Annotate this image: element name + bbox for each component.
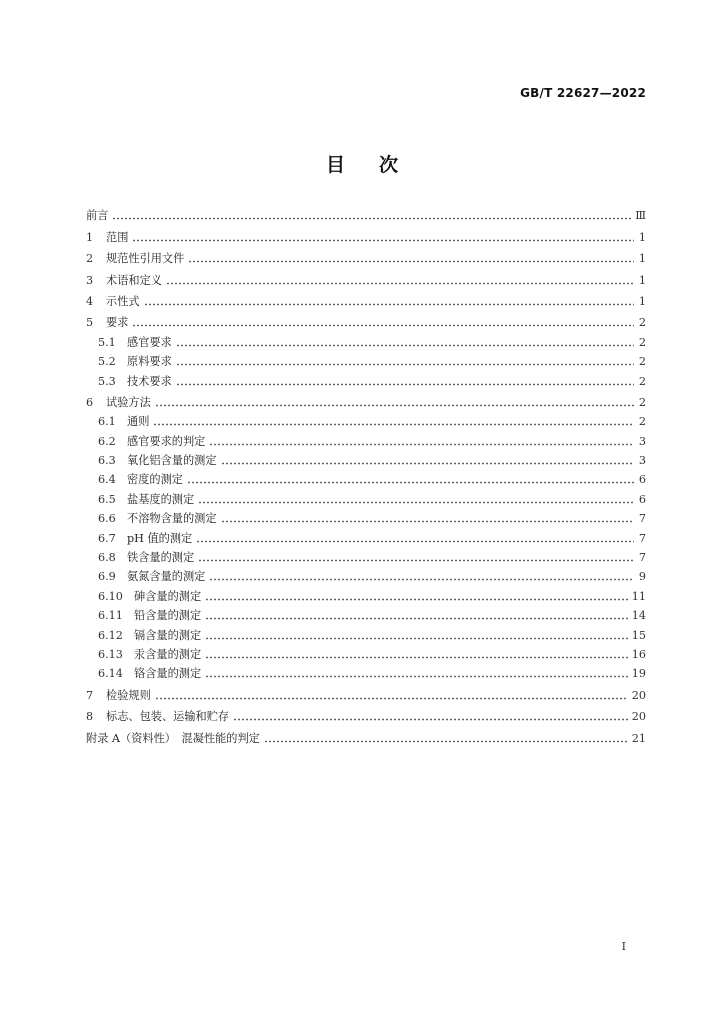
- toc-leader-dots: [196, 540, 634, 543]
- toc-entry-number: 6.14: [98, 667, 123, 681]
- toc-entry-number: 5: [86, 316, 94, 330]
- toc-entry-title: 感官要求: [127, 335, 172, 349]
- toc-entry-title: 镉含量的测定: [134, 628, 202, 642]
- toc-entry-title: 通则: [127, 415, 150, 429]
- toc-entry-number: 5.2: [98, 355, 116, 369]
- toc-entry-title: 要求: [106, 316, 129, 330]
- toc-entry-number: 8: [86, 710, 94, 724]
- toc-entry[interactable]: [86, 247, 646, 266]
- toc-entry-number: 5.3: [98, 374, 116, 388]
- toc-entry-number: 6.5: [98, 492, 116, 506]
- toc-entry-page: 7: [638, 512, 646, 526]
- toc-title: 目次: [325, 154, 432, 176]
- toc-entry-page: 21: [631, 731, 646, 745]
- toc-entry-page: 7: [638, 531, 646, 545]
- toc-entry-number: 6.2: [98, 434, 116, 448]
- toc-entry[interactable]: [86, 429, 646, 448]
- toc-entry-title: 感官要求的判定: [127, 434, 206, 448]
- toc-entry-page: 9: [638, 570, 646, 584]
- toc-entry-page: 19: [631, 667, 646, 681]
- page-number: Ⅰ: [621, 940, 626, 953]
- toc-entry[interactable]: [86, 311, 646, 330]
- table-of-contents: [86, 204, 646, 746]
- toc-leader-dots: [205, 598, 628, 601]
- toc-entry-number: 6: [86, 395, 94, 409]
- toc-entry-number: 6.12: [98, 628, 123, 642]
- toc-entry-page: 7: [638, 551, 646, 565]
- toc-entry-page: 2: [638, 355, 646, 369]
- toc-leader-dots: [198, 559, 634, 562]
- toc-leader-dots: [132, 239, 634, 242]
- toc-entry-title: 盐基度的测定: [127, 492, 195, 506]
- toc-entry-page: 20: [631, 688, 646, 702]
- toc-entry-title: 前言: [86, 209, 109, 223]
- toc-entry-title: 氨氮含量的测定: [127, 570, 206, 584]
- toc-entry-title: pH 值的测定: [127, 531, 193, 545]
- toc-leader-dots: [187, 481, 634, 484]
- toc-entry-title: 原料要求: [127, 355, 172, 369]
- toc-leader-dots: [155, 697, 628, 700]
- toc-entry-page: 6: [638, 473, 646, 487]
- toc-entry-title: 密度的测定: [127, 473, 183, 487]
- toc-leader-dots: [188, 260, 634, 263]
- toc-leader-dots: [132, 324, 634, 327]
- toc-entry-page: 1: [638, 230, 646, 244]
- toc-entry-title: 附录 A（资料性） 混凝性能的判定: [86, 731, 260, 745]
- toc-leader-dots: [209, 443, 634, 446]
- toc-entry[interactable]: [86, 643, 646, 662]
- toc-entry[interactable]: [86, 391, 646, 410]
- toc-entry-page: 14: [631, 609, 646, 623]
- toc-entry-title: 铁含量的测定: [127, 551, 195, 565]
- toc-entry-number: 1: [86, 230, 94, 244]
- toc-leader-dots: [221, 462, 634, 465]
- toc-leader-dots: [205, 637, 628, 640]
- toc-entry-number: 2: [86, 252, 94, 266]
- toc-entry[interactable]: [86, 204, 646, 223]
- toc-entry-number: 6.1: [98, 415, 116, 429]
- toc-entry[interactable]: [86, 507, 646, 526]
- toc-entry-page: 2: [638, 415, 646, 429]
- toc-entry-number: 6.9: [98, 570, 116, 584]
- toc-entry[interactable]: [86, 604, 646, 623]
- toc-entry-page: 6: [638, 492, 646, 506]
- toc-entry-page: 1: [638, 294, 646, 308]
- toc-entry-page: 20: [631, 710, 646, 724]
- toc-entry-title: 砷含量的测定: [134, 589, 202, 603]
- toc-entry-title: 试验方法: [106, 395, 151, 409]
- toc-entry-title: 汞含量的测定: [134, 647, 202, 661]
- toc-entry-title: 铅含量的测定: [134, 609, 202, 623]
- toc-entry[interactable]: [86, 565, 646, 584]
- toc-entry[interactable]: [86, 410, 646, 429]
- toc-leader-dots: [153, 423, 634, 426]
- toc-entry-number: 6.13: [98, 647, 123, 661]
- toc-entry-page: Ⅲ: [635, 209, 646, 223]
- toc-entry-number: 6.11: [98, 609, 123, 623]
- toc-entry-page: 16: [631, 647, 646, 661]
- toc-entry[interactable]: [86, 268, 646, 287]
- toc-entry-number: 6.6: [98, 512, 116, 526]
- toc-entry-number: 6.10: [98, 589, 123, 603]
- toc-entry-number: 6.7: [98, 531, 116, 545]
- toc-entry-title: 术语和定义: [106, 273, 162, 287]
- toc-leader-dots: [144, 303, 634, 306]
- toc-leader-dots: [209, 578, 634, 581]
- toc-entry-page: 2: [638, 316, 646, 330]
- toc-leader-dots: [233, 718, 628, 721]
- toc-entry-title: 范围: [106, 230, 129, 244]
- toc-entry-number: 7: [86, 688, 94, 702]
- toc-entry[interactable]: [86, 683, 646, 702]
- toc-entry-number: 3: [86, 273, 94, 287]
- toc-entry-page: 2: [638, 374, 646, 388]
- toc-entry[interactable]: [86, 449, 646, 468]
- toc-entry[interactable]: [86, 369, 646, 388]
- toc-entry-title: 铬含量的测定: [134, 667, 202, 681]
- toc-entry[interactable]: [86, 623, 646, 642]
- toc-entry[interactable]: [86, 526, 646, 545]
- toc-entry-number: 4: [86, 294, 94, 308]
- toc-leader-dots: [166, 282, 634, 285]
- toc-entry-page: 11: [631, 589, 646, 603]
- toc-leader-dots: [112, 217, 631, 220]
- toc-entry[interactable]: [86, 662, 646, 681]
- standard-code: GB/T 22627—2022: [520, 86, 646, 100]
- toc-leader-dots: [198, 501, 634, 504]
- toc-entry-title: 不溶物含量的测定: [127, 512, 217, 526]
- toc-entry-page: 2: [638, 395, 646, 409]
- toc-entry[interactable]: [86, 350, 646, 369]
- toc-leader-dots: [205, 617, 628, 620]
- toc-entry[interactable]: [86, 330, 646, 349]
- toc-entry[interactable]: [86, 290, 646, 309]
- toc-entry[interactable]: [86, 546, 646, 565]
- toc-entry-page: 1: [638, 273, 646, 287]
- toc-leader-dots: [221, 520, 634, 523]
- toc-entry-title: 规范性引用文件: [106, 252, 185, 266]
- toc-entry-number: 6.8: [98, 551, 116, 565]
- toc-leader-dots: [205, 656, 628, 659]
- toc-leader-dots: [264, 740, 628, 743]
- toc-entry[interactable]: [86, 705, 646, 724]
- toc-entry-page: 3: [638, 434, 646, 448]
- toc-entry-title: 标志、包装、运输和贮存: [106, 710, 230, 724]
- toc-leader-dots: [155, 404, 634, 407]
- toc-leader-dots: [176, 363, 634, 366]
- toc-entry[interactable]: [86, 584, 646, 603]
- toc-entry[interactable]: [86, 726, 646, 745]
- toc-entry-title: 氧化铝含量的测定: [127, 454, 217, 468]
- toc-entry-number: 5.1: [98, 335, 116, 349]
- toc-entry-number: 6.3: [98, 454, 116, 468]
- toc-entry-title: 技术要求: [127, 374, 172, 388]
- toc-entry[interactable]: [86, 468, 646, 487]
- toc-leader-dots: [176, 344, 634, 347]
- toc-entry-page: 3: [638, 454, 646, 468]
- toc-entry-number: 6.4: [98, 473, 116, 487]
- toc-entry-title: 检验规则: [106, 688, 151, 702]
- toc-leader-dots: [176, 383, 634, 386]
- toc-leader-dots: [205, 675, 628, 678]
- toc-entry-title: 示性式: [106, 294, 140, 308]
- toc-entry-page: 15: [631, 628, 646, 642]
- toc-entry-page: 1: [638, 252, 646, 266]
- toc-entry-page: 2: [638, 335, 646, 349]
- toc-entry[interactable]: [86, 487, 646, 506]
- toc-entry[interactable]: [86, 225, 646, 244]
